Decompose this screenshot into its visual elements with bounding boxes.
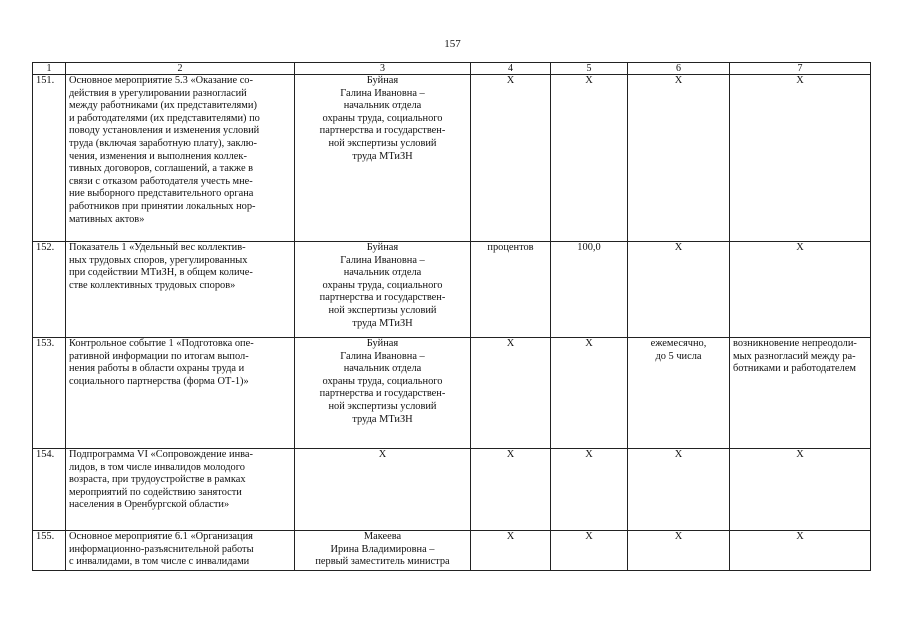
- cell-line: Х: [796, 449, 804, 460]
- cell-line: ративной информации по итогам выпол-: [69, 350, 249, 362]
- responsible-person: [295, 531, 471, 571]
- cell-line: с инвалидами, в том числе с инвалидами: [69, 556, 250, 568]
- cell-line: охраны труда, социального: [322, 279, 443, 291]
- table-row: [33, 449, 871, 531]
- cell-line: лидов, в том числе инвалидов молодого: [69, 461, 245, 473]
- deadline-cell: [628, 75, 730, 242]
- header-cell: 1: [33, 63, 66, 75]
- cell-line: первый заместитель министра: [315, 556, 450, 568]
- activity-name: [66, 449, 295, 531]
- cell-line: Буйная: [366, 242, 399, 253]
- cell-line: труда МТиЗН: [352, 317, 413, 329]
- unit-cell: [471, 531, 551, 571]
- cell-line: Х: [674, 531, 683, 542]
- row-number: 155.: [33, 531, 66, 571]
- row-number: 153.: [33, 338, 66, 449]
- cell-line: труда МТиЗН: [352, 413, 413, 425]
- cell-line: Х: [585, 338, 593, 349]
- table-row: [33, 338, 871, 449]
- activity-name: [66, 75, 295, 242]
- cell-line: Х: [506, 449, 515, 460]
- cell-line: работников при принятии локальных нор-: [69, 200, 256, 212]
- cell-line: Буйная: [366, 338, 399, 349]
- header-cell: 7: [730, 63, 871, 75]
- cell-line: Х: [674, 449, 683, 460]
- cell-line: охраны труда, социального: [322, 112, 443, 124]
- cell-line: возникновение непреодоли-: [733, 338, 857, 349]
- cell-line: ботниками и работодателем: [733, 363, 857, 375]
- table-header-row: [33, 63, 871, 75]
- value-cell: [551, 75, 628, 242]
- cell-line: ной экспертизы условий: [328, 137, 437, 149]
- cell-line: Х: [506, 531, 515, 542]
- cell-line: Макеева: [363, 531, 402, 542]
- risk-cell: [730, 449, 871, 531]
- cell-line: информационно-разъяснительной работы: [69, 543, 254, 555]
- cell-line: Х: [585, 75, 593, 86]
- cell-line: ние выборного представительного органа: [69, 188, 254, 200]
- cell-line: ной экспертизы условий: [328, 304, 437, 316]
- cell-line: начальник отдела: [343, 100, 422, 112]
- responsible-person: [295, 449, 471, 531]
- cell-line: нения работы в области охраны труда и: [69, 363, 245, 375]
- header-cell: 2: [66, 63, 295, 75]
- cell-line: Основное мероприятие 6.1 «Организация: [69, 531, 253, 542]
- cell-line: Контрольное событие 1 «Подготовка опе-: [69, 338, 254, 349]
- cell-line: Галина Ивановна –: [340, 350, 425, 362]
- cell-line: партнерства и государствен-: [319, 388, 446, 400]
- cell-line: связи с отказом работодателя учесть мне-: [69, 175, 253, 187]
- header-cell: 4: [471, 63, 551, 75]
- cell-line: Х: [506, 75, 515, 86]
- cell-line: Х: [674, 75, 683, 86]
- table-row: [33, 75, 871, 242]
- row-number: 152.: [33, 242, 66, 338]
- cell-line: ных трудовых споров, урегулированных: [69, 254, 248, 266]
- cell-line: Основное мероприятие 5.3 «Оказание со-: [69, 75, 253, 86]
- row-number: 151.: [33, 75, 66, 242]
- unit-cell: [471, 75, 551, 242]
- cell-line: Галина Ивановна –: [340, 87, 425, 99]
- cell-line: до 5 числа: [655, 350, 702, 362]
- risk-cell: [730, 531, 871, 571]
- cell-line: Показатель 1 «Удельный вес коллектив-: [69, 242, 246, 253]
- activity-name: [66, 531, 295, 571]
- responsible-person: [295, 242, 471, 338]
- plan-table: [32, 62, 871, 571]
- unit-cell: [471, 242, 551, 338]
- cell-line: 100,0: [577, 242, 601, 253]
- cell-line: труда МТиЗН: [352, 150, 413, 162]
- activity-name: [66, 338, 295, 449]
- cell-line: Х: [796, 531, 804, 542]
- cell-line: Х: [796, 242, 804, 253]
- cell-line: Х: [674, 242, 683, 253]
- table-row: [33, 242, 871, 338]
- cell-line: Буйная: [366, 75, 399, 86]
- cell-line: партнерства и государствен-: [319, 125, 446, 137]
- cell-line: Х: [506, 338, 515, 349]
- value-cell: [551, 531, 628, 571]
- cell-line: ежемесячно,: [650, 338, 707, 349]
- cell-line: мых разногласий между ра-: [733, 350, 856, 362]
- cell-line: Х: [585, 449, 593, 460]
- unit-cell: [471, 449, 551, 531]
- cell-line: Галина Ивановна –: [340, 254, 425, 266]
- cell-line: начальник отдела: [343, 363, 422, 375]
- cell-line: населения в Оренбургской области»: [69, 499, 230, 511]
- cell-line: поводу установления и изменения условий: [69, 125, 260, 137]
- cell-line: Подпрограмма VI «Сопровождение инва-: [69, 449, 253, 460]
- deadline-cell: [628, 531, 730, 571]
- cell-line: мероприятий по содействию занятости: [69, 486, 242, 498]
- cell-line: между работниками (их представителями): [69, 100, 257, 112]
- cell-line: партнерства и государствен-: [319, 292, 446, 304]
- cell-line: начальник отдела: [343, 267, 422, 279]
- responsible-person: [295, 75, 471, 242]
- unit-cell: [471, 338, 551, 449]
- cell-line: действия в урегулировании разногласий: [69, 87, 247, 99]
- cell-line: охраны труда, социального: [322, 375, 443, 387]
- cell-line: стве коллективных трудовых споров»: [69, 279, 236, 291]
- header-cell: 6: [628, 63, 730, 75]
- risk-cell: [730, 338, 871, 449]
- responsible-person: [295, 338, 471, 449]
- header-cell: 5: [551, 63, 628, 75]
- value-cell: [551, 449, 628, 531]
- cell-line: чения, изменения и выполнения коллек-: [69, 150, 247, 162]
- cell-line: при содействии МТиЗН, в общем количе-: [69, 267, 253, 279]
- cell-line: социального партнерства (форма ОТ-1)»: [69, 375, 249, 387]
- deadline-cell: [628, 242, 730, 338]
- activity-name: [66, 242, 295, 338]
- row-number: 154.: [33, 449, 66, 531]
- cell-line: и работодателями (их представителями) по: [69, 112, 260, 124]
- table-row: [33, 531, 871, 571]
- deadline-cell: [628, 338, 730, 449]
- cell-line: мативных актов»: [69, 213, 145, 225]
- risk-cell: [730, 75, 871, 242]
- cell-line: Х: [796, 75, 804, 86]
- page-number: 157: [444, 38, 461, 50]
- risk-cell: [730, 242, 871, 338]
- cell-line: возраста, при трудоустройстве в рамках: [69, 474, 246, 486]
- value-cell: [551, 242, 628, 338]
- cell-line: процентов: [487, 242, 534, 253]
- deadline-cell: [628, 449, 730, 531]
- cell-line: ной экспертизы условий: [328, 400, 437, 412]
- cell-line: тивных договоров, соглашений, а также в: [69, 163, 254, 175]
- cell-line: Х: [585, 531, 593, 542]
- value-cell: [551, 338, 628, 449]
- header-cell: 3: [295, 63, 471, 75]
- cell-line: труда (включая заработную плату), заклю-: [69, 137, 257, 149]
- cell-line: Х: [378, 449, 387, 460]
- cell-line: Ирина Владимировна –: [330, 543, 435, 555]
